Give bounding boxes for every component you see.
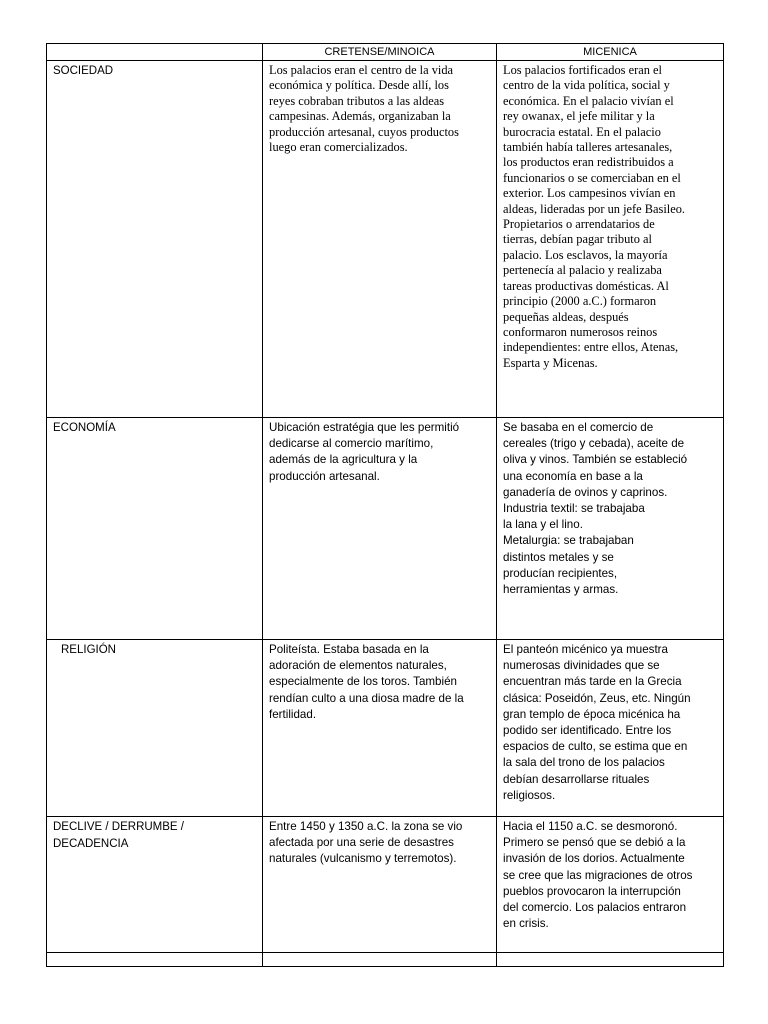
text-line: pequeñas aldeas, después xyxy=(503,309,629,324)
text-line: oliva y vinos. También se estableció xyxy=(503,453,688,467)
text-line: centro de la vida política, social y xyxy=(503,78,670,93)
text-line: Politeísta. Estaba basada en la xyxy=(269,643,429,656)
text-line: Metalurgia: se trabajaban xyxy=(503,534,634,548)
comparison-table xyxy=(46,43,724,967)
text-line: encuentran más tarde en la Grecia xyxy=(503,675,682,689)
text-line: clásica: Poseidón, Zeus, etc. Ningún xyxy=(503,691,691,705)
text-line: se cree que las migraciones de otros xyxy=(503,868,693,882)
text-line: económica. En el palacio vivían el xyxy=(503,93,674,108)
text-line: afectada por una serie de desastres xyxy=(269,836,454,850)
text-line: campesinas. Además, organizaban la xyxy=(269,109,451,124)
text-line: debían desarrollarse rituales xyxy=(503,772,650,786)
text-line: en crisis. xyxy=(503,917,549,931)
header-minoica: CRETENSE/MINOICA xyxy=(263,44,497,61)
text-line: Propietarios o arrendatarios de xyxy=(503,217,655,232)
text-line: El panteón micénico ya muestra xyxy=(503,643,668,656)
table-row-declive xyxy=(47,817,724,953)
text-line: producían recipientes, xyxy=(503,566,618,580)
cell-declive-minoica xyxy=(263,817,497,953)
row-label-sociedad xyxy=(47,61,263,418)
cell-economia-minoica xyxy=(263,418,497,640)
cell-religion-minoica xyxy=(263,640,497,817)
text-line: rendían culto a una diosa madre de la xyxy=(269,691,464,705)
text-line: burocracia estatal. En el palacio xyxy=(503,124,661,139)
empty-cell xyxy=(47,953,263,967)
text-line: Entre 1450 y 1350 a.C. la zona se vio xyxy=(269,820,463,833)
text-line: Los palacios eran el centro de la vida xyxy=(269,63,454,77)
text-line: Ubicación estratégia que les permitió xyxy=(269,421,460,434)
table-row-sociedad xyxy=(47,61,724,418)
cell-economia-micenica xyxy=(497,418,724,640)
text-line: herramientas y armas. xyxy=(503,583,619,597)
row-label-line: SOCIEDAD xyxy=(53,65,114,77)
text-line: pueblos provocaron la interrupción xyxy=(503,884,681,898)
text-line: palacio. Los esclavos, la mayoría xyxy=(503,247,668,262)
text-line: luego eran comercializados. xyxy=(269,140,408,155)
text-line: dedicarse al comercio marítimo, xyxy=(269,437,434,451)
text-line: fertilidad. xyxy=(269,707,317,721)
text-line: Los palacios fortificados eran el xyxy=(503,63,662,77)
table-row-economia xyxy=(47,418,724,640)
header-empty-cell xyxy=(47,44,263,61)
cell-sociedad-micenica xyxy=(497,61,724,418)
text-line: independientes: entre ellos, Atenas, xyxy=(503,340,679,355)
table-row-religion xyxy=(47,640,724,817)
text-line: naturales (vulcanismo y terremotos). xyxy=(269,852,457,866)
header-row xyxy=(47,44,724,61)
text-line: cereales (trigo y cebada), aceite de xyxy=(503,437,685,451)
empty-cell xyxy=(263,953,497,967)
row-label-religion xyxy=(47,640,263,817)
row-label-economia xyxy=(47,418,263,640)
text-line: Esparta y Micenas. xyxy=(503,355,598,370)
text-line: especialmente de los toros. También xyxy=(269,675,457,689)
text-line: los productos eran redistribuidos a xyxy=(503,155,674,170)
empty-cell xyxy=(497,953,724,967)
text-line: adoración de elementos naturales, xyxy=(269,659,447,673)
text-line: rey owanax, el jefe militar y la xyxy=(503,109,655,124)
text-line: religiosos. xyxy=(503,788,556,802)
text-line: invasión de los dorios. Actualmente xyxy=(503,852,685,866)
header-micenica: MICENICA xyxy=(497,44,724,61)
cell-religion-micenica xyxy=(497,640,724,817)
text-line: conformaron numerosos reinos xyxy=(503,324,658,339)
text-line: ganadería de ovinos y caprinos. xyxy=(503,485,668,499)
text-line: distintos metales y se xyxy=(503,550,614,564)
cell-sociedad-minoica xyxy=(263,61,497,418)
text-line: reyes cobraban tributos a las aldeas xyxy=(269,93,445,108)
text-line: también había talleres artesanales, xyxy=(503,140,673,155)
text-line: aldeas, lideradas por un jefe Basileo. xyxy=(503,201,686,216)
text-line: Industria textil: se trabajaba xyxy=(503,502,645,516)
table-row-empty xyxy=(47,953,724,967)
row-label-declive xyxy=(47,817,263,953)
text-line: una economía en base a la xyxy=(503,469,643,483)
text-line: principio (2000 a.C.) formaron xyxy=(503,294,657,309)
text-line: numerosas divinidades que se xyxy=(503,659,660,673)
row-label-line: RELIGIÓN xyxy=(61,644,116,656)
row-label-line: DECLIVE / DERRUMBE / xyxy=(53,821,184,833)
text-line: además de la agricultura y la xyxy=(269,453,418,467)
text-line: exterior. Los campesinos vivían en xyxy=(503,186,676,201)
text-line: podido ser identificado. Entre los xyxy=(503,724,672,738)
text-line: la lana y el lino. xyxy=(503,518,583,532)
text-line: tareas productivas domésticas. Al xyxy=(503,278,669,293)
text-line: la sala del trono de los palacios xyxy=(503,756,665,770)
cell-declive-micenica xyxy=(497,817,724,953)
text-line: funcionarios o se comerciaban en el xyxy=(503,170,681,185)
text-line: producción artesanal. xyxy=(269,469,380,483)
text-line: pertenecía al palacio y realizaba xyxy=(503,263,662,278)
row-label-line: DECADENCIA xyxy=(53,838,129,850)
text-line: Se basaba en el comercio de xyxy=(503,421,654,434)
text-line: económica y política. Desde allí, los xyxy=(269,78,449,93)
text-line: Primero se pensó que se debió a la xyxy=(503,836,686,850)
text-line: Hacia el 1150 a.C. se desmoronó. xyxy=(503,820,678,833)
text-line: del comercio. Los palacios entraron xyxy=(503,901,687,915)
text-line: producción artesanal, cuyos productos xyxy=(269,124,459,139)
text-line: espacios de culto, se estima que en xyxy=(503,740,688,754)
row-label-line: ECONOMÍA xyxy=(53,422,116,434)
text-line: gran templo de época micénica ha xyxy=(503,707,681,721)
text-line: tierras, debían pagar tributo al xyxy=(503,232,652,247)
